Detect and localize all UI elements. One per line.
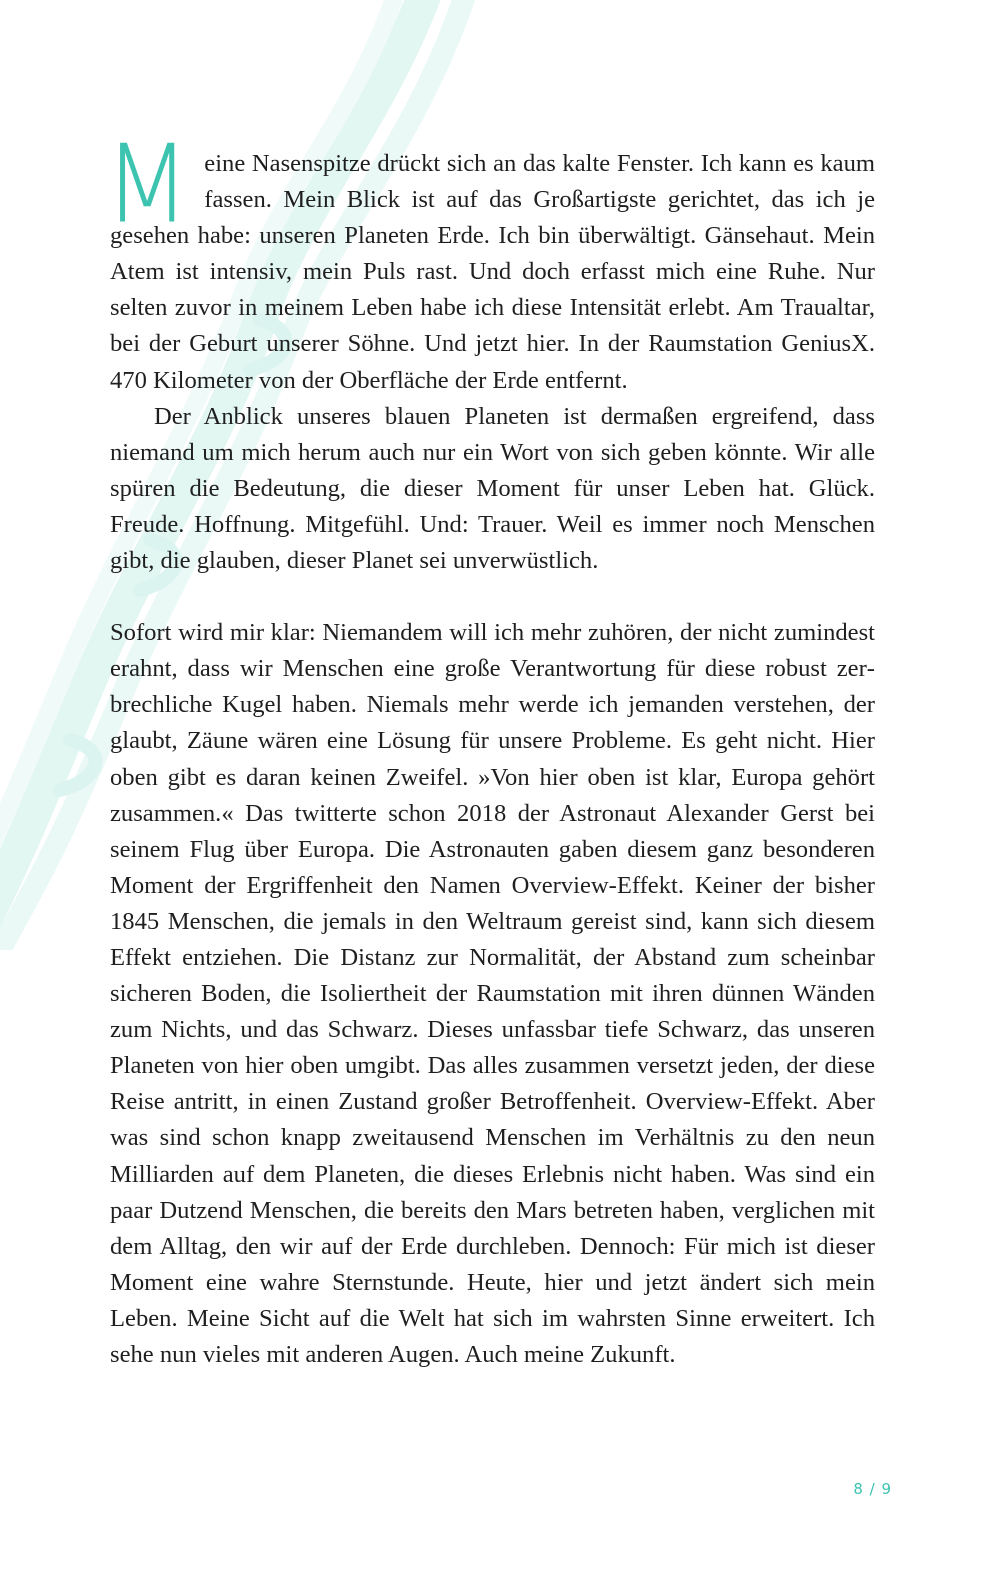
drop-cap: M (104, 121, 191, 248)
page-number: 8 / 9 (853, 1480, 892, 1498)
paragraph-1-text: eine Nasenspitze drückt sich an das kalte Fenster. Ich kann es kaum fassen. Mein Blick ist auf das Großartigste gerichtet, das ich je gesehen habe: unseren Planeten Erde. Ich bin überwältigt. Gänsehaut. Mein Atem ist intensiv, mein Puls rast. Und doch erfasst mich eine Ruhe. Nur selten zuvor in meinem Leben habe ich diese Intensität erlebt. Am Traualtar, bei der Geburt unserer Söhne. Und jetzt hier. In der Raumstation GeniusX. 470 Kilometer von der Oberfläche der Erde entfernt. (110, 150, 875, 394)
paragraph-2: Der Anblick unseres blauen Planeten ist dermaßen ergreifend, dass niemand um mich herum auch nur ein Wort von sich geben könnte. Wir alle spüren die Bedeutung, die dieser Moment für unser Leben hat. Glück. Freude. Hoffnung. Mitgefühl. Und: Trauer. Weil es immer noch Menschen gibt, die glauben, dieser Planet sei unverwüstlich. (110, 402, 875, 575)
body-text (104, 121, 875, 1373)
paragraph-3: Sofort wird mir klar: Niemandem will ich mehr zuhören, der nicht zumindest erahnt, dass wir Menschen eine große Verantwortung für diese robust zerbrechliche Kugel haben. Niemals mehr werde ich jemanden verstehen, der glaubt, Zäune wären eine Lösung für unsere Probleme. Es geht nicht. Hier oben gibt es daran keinen Zweifel. »Von hier oben ist klar, Europa gehört zusammen.« Das twitterte schon 2018 der Astronaut Alexander Gerst bei seinem Flug über Europa. Die Astronauten gaben diesem ganz besonderen Moment der Ergriffenheit den Namen Overview-Effekt. Keiner der bisher 1845 Menschen, die jemals in den Weltraum gereist sind, kann sich diesem Effekt entziehen. Die Distanz zur Normalität, der Abstand zum scheinbar sicheren Boden, die Isoliertheit der Raumstation mit ihren dünnen Wänden zum Nichts, und das Schwarz. Dieses unfassbar tiefe Schwarz, das unseren Planeten von hier oben umgibt. Das alles zusammen versetzt jeden, der diese Reise antritt, in einen Zustand großer Betroffenheit. Overview-Effekt. Aber was sind schon knapp zweitausend Menschen im Verhältnis zu den neun Milliarden auf dem Planeten, die dieses Erlebnis nicht haben. Was sind ein paar Dutzend Menschen, die bereits den Mars betreten haben, verglichen mit dem Alltag, den wir auf der Erde durchleben. Dennoch: Für mich ist dieser Moment eine wahre Sternstunde. Heute, hier und jetzt ändert sich mein Leben. Meine Sicht auf die Welt hat sich im wahrsten Sinne erweitert. Ich sehe nun vieles mit anderen Augen. Auch meine Zukunft. (110, 619, 875, 1368)
ribbon-twist-3 (60, 740, 95, 790)
paragraph-1 (104, 121, 875, 399)
